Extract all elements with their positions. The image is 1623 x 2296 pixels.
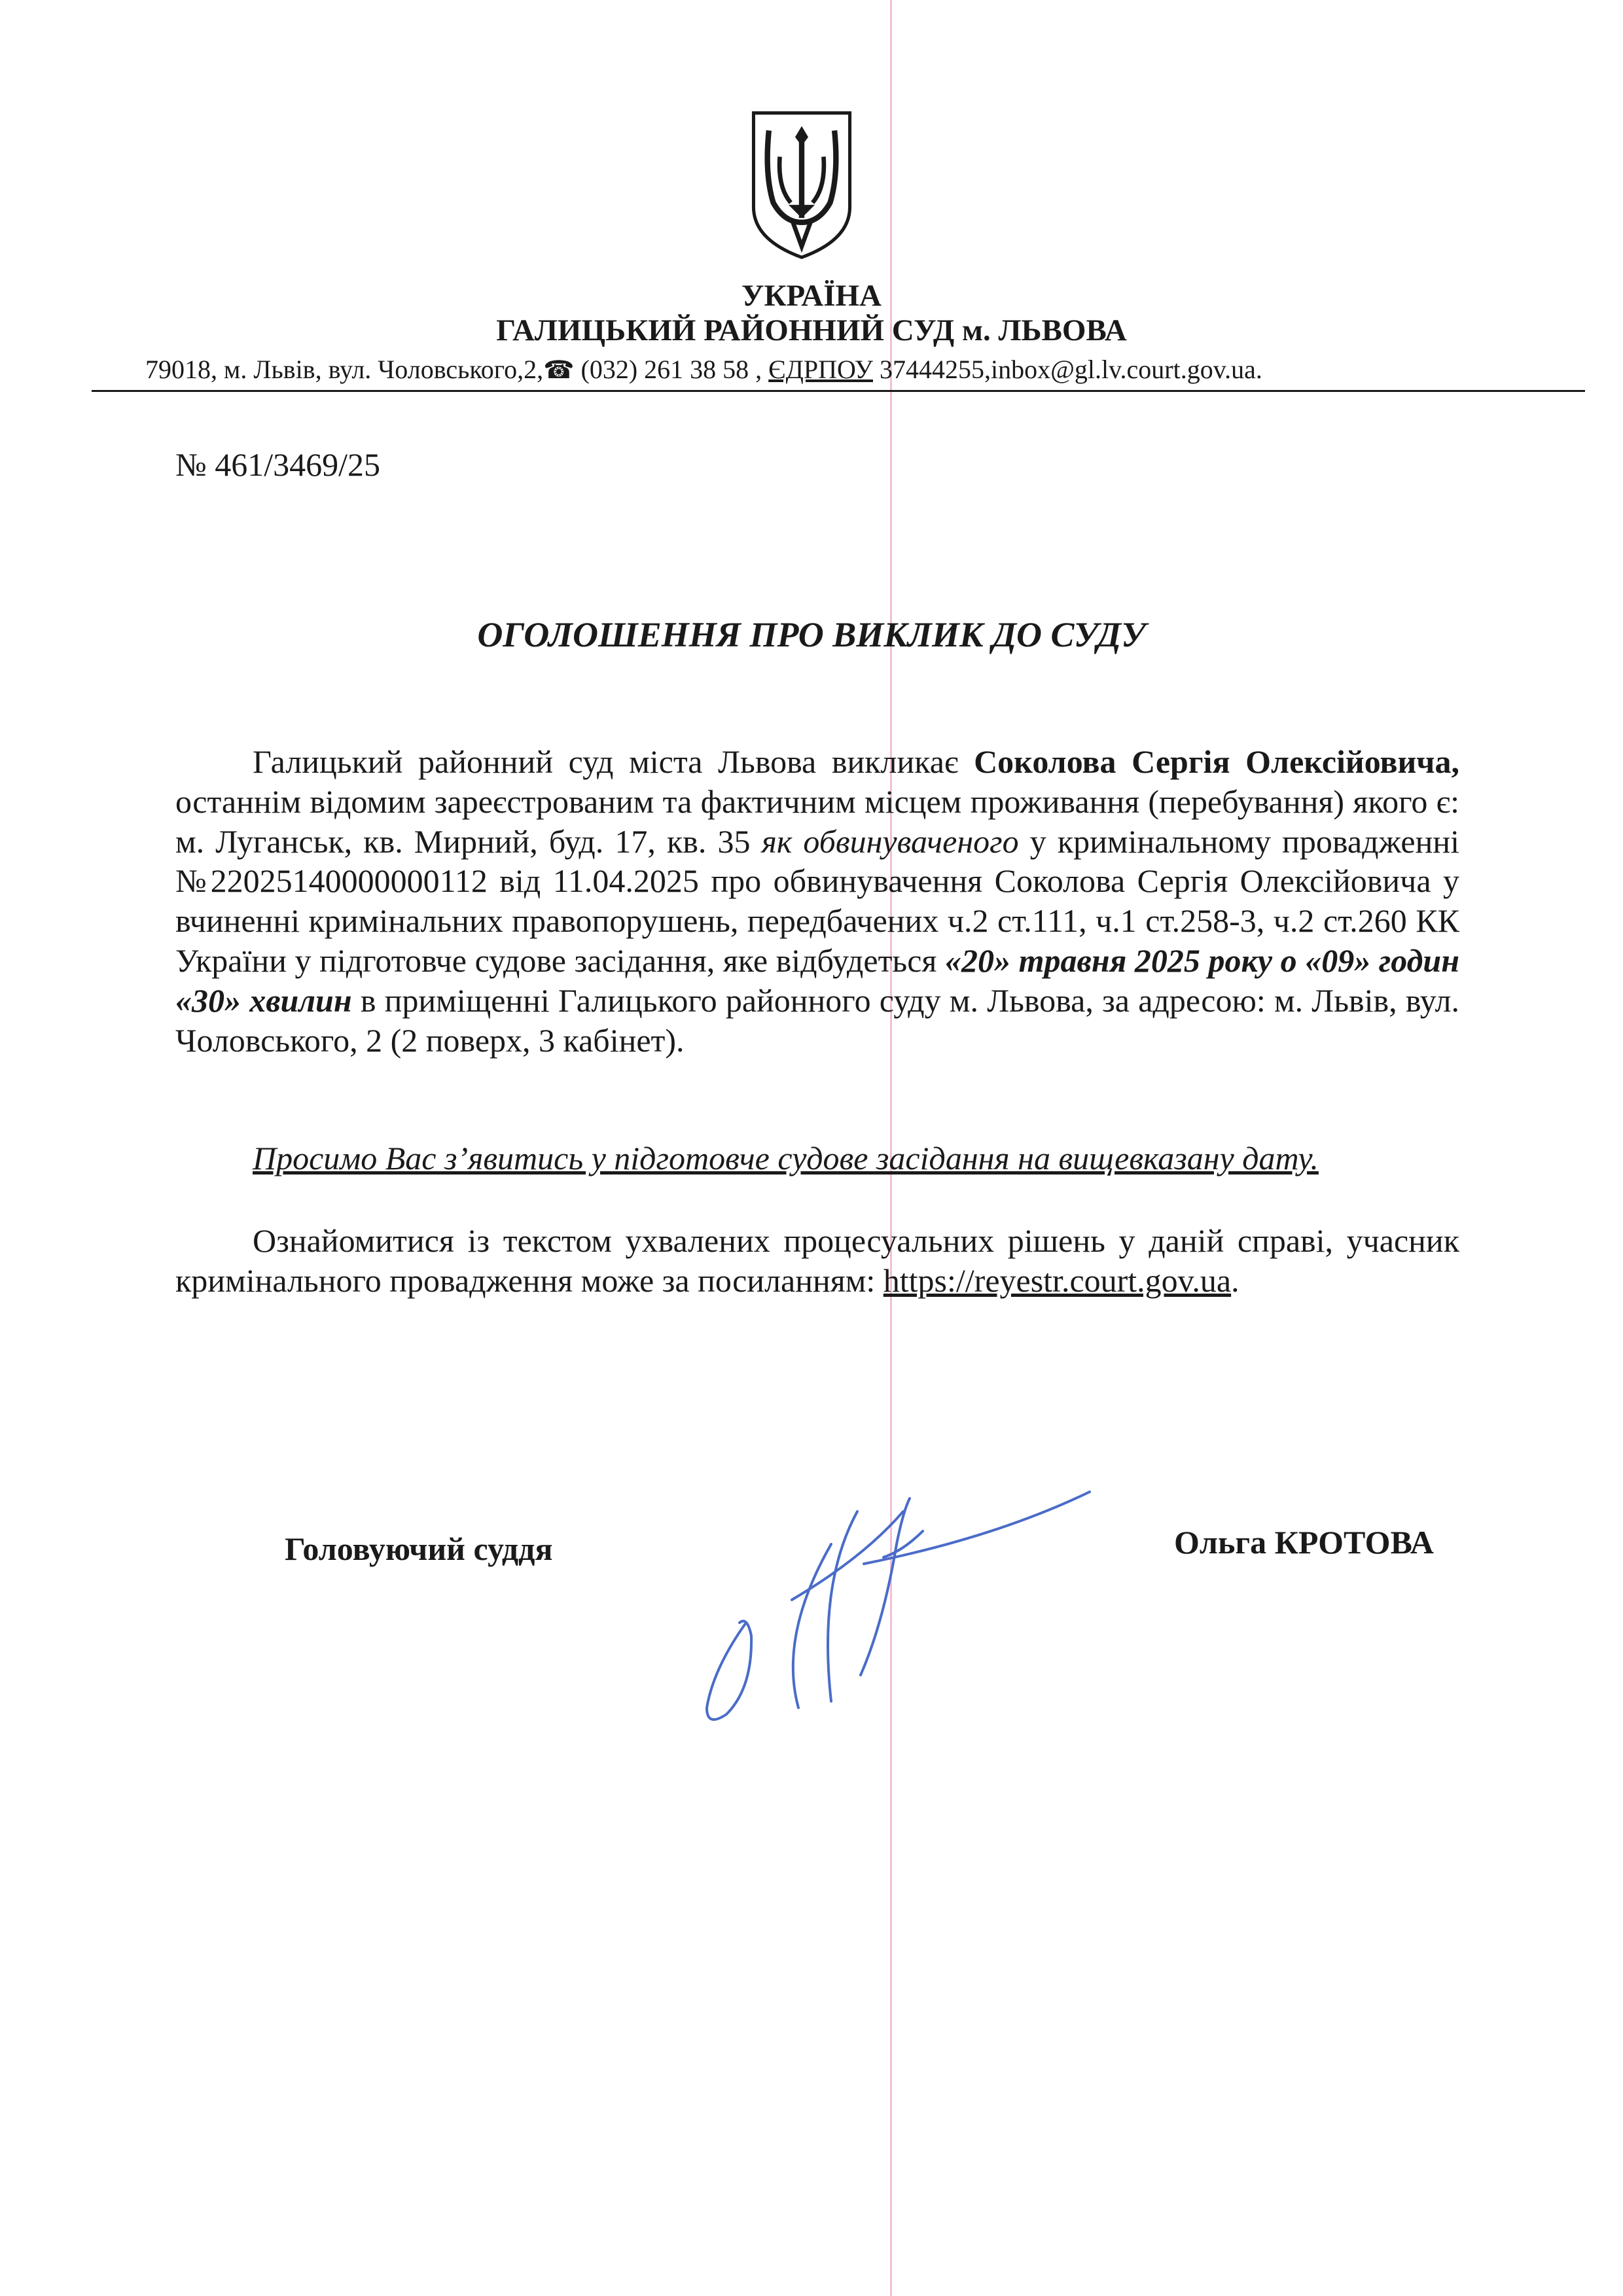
paragraph-summons xyxy=(175,742,1459,1060)
handwritten-signature-icon xyxy=(668,1426,1126,1727)
coat-of-arms-icon xyxy=(747,109,857,262)
residence-text: останнім відомим зареєстрованим та фактичним місцем проживання (перебування) якого є: м. Луганськ, кв. Мирний, буд. 17, кв. 35 xyxy=(175,783,1459,860)
accused-name: Соколова Сергія Олексійовича, xyxy=(974,743,1459,780)
header-divider xyxy=(92,390,1585,392)
header-phone: (032) 261 38 58 , xyxy=(580,355,762,384)
header-edrpou-label: ЄДРПОУ xyxy=(768,355,873,384)
header-contact-line xyxy=(145,353,1262,387)
appearance-request: Просимо Вас з’явитись у підготовче судове засідання на вищевказану дату. xyxy=(253,1140,1319,1176)
hearing-location: в приміщенні Галицького районного суду м. Львова, за адресою: м. Львів, вул. Чоловського, 2 (2 поверх, 3 кабінет). xyxy=(175,981,1460,1059)
phone-icon: ☎ xyxy=(543,357,575,384)
registry-end: . xyxy=(1231,1262,1240,1299)
header-address: 79018, м. Львів, вул. Чоловського,2, xyxy=(145,355,544,384)
header-court-name: ГАЛИЦЬКИЙ РАЙОННИЙ СУД м. ЛЬВОВА xyxy=(496,313,1127,347)
summons-intro: Галицький районний суд міста Львова викликає xyxy=(253,743,974,780)
case-details: у кримінальному провадженні №22025140000000112 від 11.04.2025 про обвинувачення Соколова Сергія Олексійовича у вчиненні кримінальних правопорушень, передбачених ч.2 ст.111, ч.1 ст.258-3, ч.2 ст.260 КК України у підготовче судове засідання, яке відбудеться xyxy=(175,822,1459,979)
header-edrpou-email: 37444255,inbox@gl.lv.court.gov.ua. xyxy=(879,355,1262,384)
registry-link[interactable]: https://reyestr.court.gov.ua xyxy=(883,1262,1232,1299)
document-title: ОГОЛОШЕННЯ ПРО ВИКЛИК ДО СУДУ xyxy=(477,615,1146,654)
paragraph-registry xyxy=(175,1221,1459,1301)
accused-status: як обвинуваченого xyxy=(761,822,1019,860)
header-country: УКРАЇНА xyxy=(741,279,882,313)
registry-text: Ознайомитися із текстом ухвалених процесуальних рішень у даній справі, учасник кримінального провадження може за посиланням: xyxy=(175,1222,1459,1299)
hearing-datetime: «20» травня 2025 року о «09» годин «30» хвилин xyxy=(175,942,1459,1019)
signatory-name: Ольга КРОТОВА xyxy=(1174,1524,1434,1561)
paragraph-request xyxy=(175,1139,1459,1178)
case-number: № 461/3469/25 xyxy=(175,446,380,483)
signatory-title: Головуючий суддя xyxy=(285,1530,553,1567)
